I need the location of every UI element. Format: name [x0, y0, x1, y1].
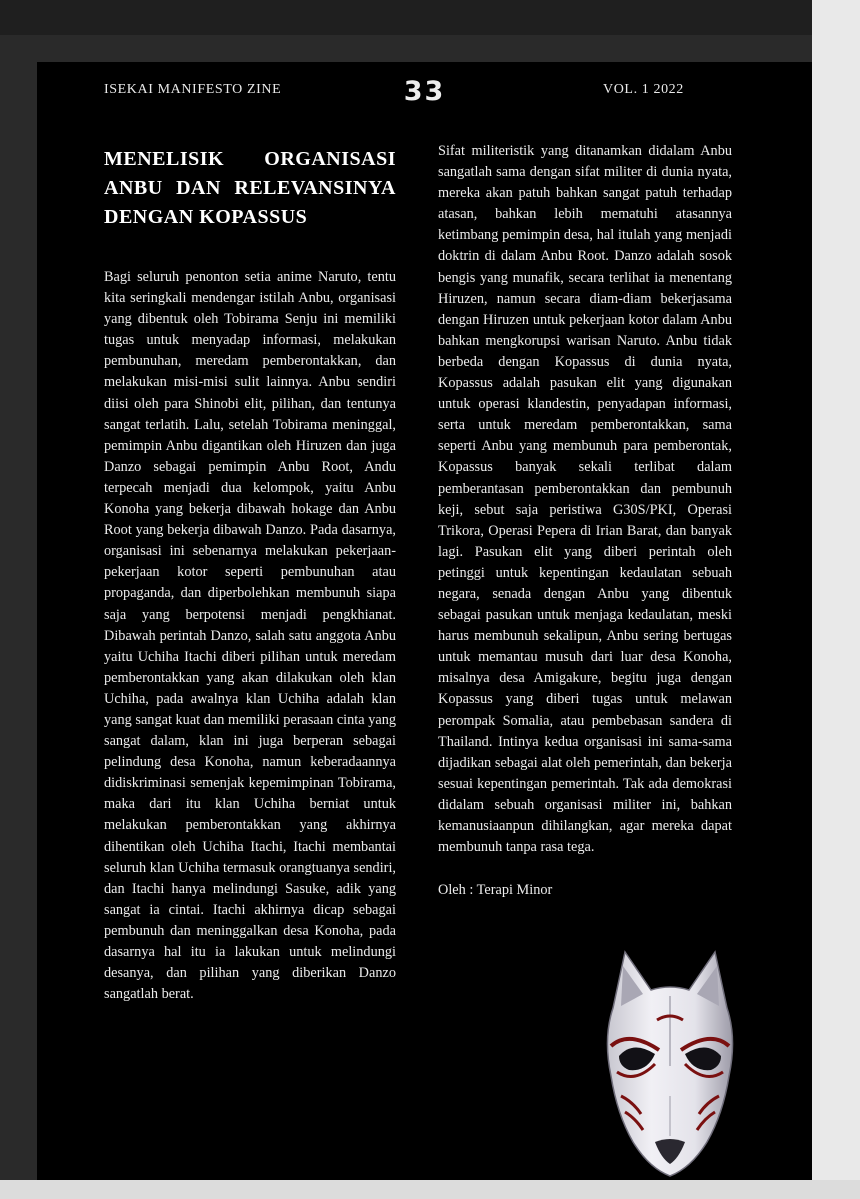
zine-page	[37, 62, 812, 1180]
article-title: MENELISIK ORGANISASI ANBU DAN RELEVANSINYA DENGAN KOPASSUS	[104, 148, 396, 228]
left-column	[104, 145, 396, 1005]
page-number: 33	[403, 76, 446, 107]
viewer-top-bar	[0, 0, 860, 35]
right-column-text: Sifat militeristik yang ditanamkan didalam Anbu sangatlah sama dengan sifat militer di dunia nyata, mereka akan patuh bahkan sangat patuh terhadap atasan, bahkan lebih mematuhi atasannya ketimbang pemimpin desa, hal itulah yang menjadi doktrin di dalam Anbu Root. Danzo adalah sosok bengis yang munafik, secara terlihat ia menentang Hiruzen, namun secara diam-diam bekerjasama dengan Hiruzen untuk pekerjaan kotor dalam Anbu bahkan mengkorupsi warisan Naruto. Anbu tidak berbeda dengan Kopassus di dunia nyata, Kopassus adalah pasukan elit yang digunakan untuk operasi klandestin, penyadapan informasi, serta untuk meredam pemberontakkan, sama seperti Anbu yang membunuh para pemberontak, Kopassus banyak sekali terlibat dalam pemberantasan pemberontakkan dan pembunuh keji, sebut saja peristiwa G30S/PKI, Operasi Trikora, Operasi Pepera di Irian Barat, dan banyak lagi. Pasukan elit yang diberi perintah oleh petinggi untuk kepentingan kedaulatan sebuah negara, senada dengan Anbu yang dibentuk sebagai pasukan untuk menjaga kedaulatan, meski harus membunuh sekalipun, Anbu sering bertugas untuk memantau musuh dari luar desa Konoha, misalnya desa Amigakure, begitu juga dengan Kopassus yang diberi tugas untuk melawan perompak Somalia, atau pembebasan sandera di Thailand. Intinya kedua organisasi ini sama-sama dijadikan sebagai alat oleh pemerintah, dan bekerja sesuai kepentingan pemerintah. Tak ada demokrasi didalam sebuah organisasi militer ini, bahkan kemanusiaanpun dihilangkan, agar mereka dapat membunuh tanpa rasa tega.	[438, 143, 732, 856]
anbu-fox-mask-icon	[599, 946, 741, 1180]
page-header	[37, 76, 812, 107]
viewer-bottom-strip	[0, 1180, 860, 1199]
viewer-right-margin	[812, 0, 860, 1199]
left-column-text: Bagi seluruh penonton setia anime Naruto, tentu kita seringkali mendengar istilah Anbu, organisasi yang dibentuk oleh Tobirama Senju ini memiliki tugas untuk menyadap informasi, melakukan pembunuhan, meredam pemberontakkan, dan melakukan misi-misi sulit lainnya. Anbu sendiri diisi oleh para Shinobi elit, pilihan, dan tentunya sangat terlatih. Lalu, setelah Tobirama meninggal, pemimpin Anbu digantikan oleh Hiruzen dan juga Danzo sebagai pemimpin Anbu Root, Andu terpecah menjadi dua kelompok, yaitu Anbu Konoha yang bekerja dibawah hokage dan Anbu Root yang bekerja dibawah Danzo. Pada dasarnya, organisasi ini sebenarnya melakukan pekerjaan-pekerjaan kotor seperti pembunuhan atau propaganda, dan diperbolehkan membunuh siapa saja yang berpotensi menjadi pengkhianat. Dibawah perintah Danzo, salah satu anggota Anbu yaitu Uchiha Itachi diberi pilihan untuk meredam pemberontakkan yang akan dilakukan oleh klan Uchiha, pada awalnya klan Uchiha adalah klan yang sangat kuat dan memiliki perasaan cinta yang sangat dalam, klan ini juga berperan sebagai pelindung desa Konoha, namun keberadaannya didiskriminasi semenjak kepemimpinan Tobirama, maka dari itu klan Uchiha berniat untuk melakukan pemberontakkan yang akhirnya dihentikan oleh Uchiha Itachi, Itachi membantai seluruh klan Uchiha termasuk orangtuanya sendiri, dan Itachi hanya melindungi Sasuke, adik yang sangat ia cintai. Itachi akhirnya dicap sebagai pembunuh dan meninggalkan desa Konoha, pada dasarnya hal itu ia lakukan untuk melindungi desanya, dan pilihan yang diberikan Danzo sangatlah berat.	[104, 269, 396, 1003]
author-credit: Oleh : Terapi Minor	[438, 882, 553, 899]
zine-name: ISEKAI MANIFESTO ZINE	[104, 82, 282, 97]
volume-label: VOL. 1 2022	[603, 82, 684, 97]
right-column	[438, 141, 732, 901]
